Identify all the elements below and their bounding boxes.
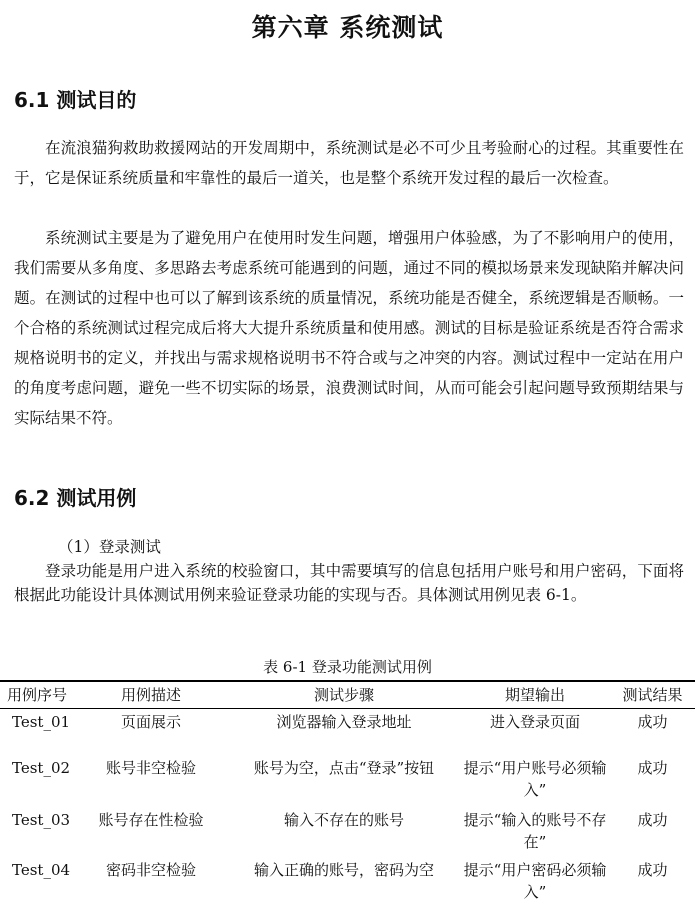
table-row bbox=[0, 709, 695, 756]
cell-test-result: 成功 bbox=[637, 713, 668, 731]
table-caption: 表 6-1 登录功能测试用例 bbox=[263, 658, 432, 676]
cell-case-id: Test_01 bbox=[12, 713, 71, 731]
section-heading-6-2: 6.2 测试用例 bbox=[14, 486, 137, 510]
table-row bbox=[0, 755, 695, 807]
cell-test-result: 成功 bbox=[637, 861, 668, 879]
login-test-case-table bbox=[0, 680, 695, 907]
header-test-result: 测试结果 bbox=[610, 681, 695, 709]
cell-case-description: 账号非空检验 bbox=[105, 759, 196, 777]
cell-test-steps: 账号为空，点击“登录”按钮 bbox=[253, 759, 435, 777]
cell-test-steps: 输入正确的账号，密码为空 bbox=[253, 861, 434, 879]
cell-test-result: 成功 bbox=[637, 759, 668, 777]
cell-expected-output: 提示“用户账号必须输入” bbox=[463, 759, 607, 799]
header-case-id: 用例序号 bbox=[0, 681, 74, 709]
header-case-description: 用例描述 bbox=[74, 681, 228, 709]
header-expected-output: 期望输出 bbox=[460, 681, 610, 709]
table-row bbox=[0, 807, 695, 857]
cell-case-description: 账号存在性检验 bbox=[98, 811, 204, 829]
cell-case-id: Test_04 bbox=[12, 861, 71, 879]
cell-test-steps: 输入不存在的账号 bbox=[283, 811, 404, 829]
cell-expected-output: 提示“用户密码必须输入” bbox=[463, 861, 607, 901]
paragraph-login-intro: 登录功能是用户进入系统的校验窗口，其中需要填写的信息包括用户账号和用户密码，下面将根据此功能设计具体测试用例来验证登录功能的实现与否。具体测试用例见表 6-1。 bbox=[14, 562, 684, 604]
table-header-row bbox=[0, 681, 695, 709]
paragraph-purpose-1: 在流浪猫狗救助救援网站的开发周期中，系统测试是必不可少且考验耐心的过程。其重要性在于，它是保证系统质量和牢靠性的最后一道关，也是整个系统开发过程的最后一次检查。 bbox=[14, 139, 684, 187]
cell-expected-output: 进入登录页面 bbox=[489, 713, 580, 731]
paragraph-purpose-2: 系统测试主要是为了避免用户在使用时发生问题，增强用户体验感，为了不影响用户的使用，我们需要从多角度、多思路去考虑系统可能遇到的问题，通过不同的模拟场景来发现缺陷并解决问题。在测试的过程中也可以了解到该系统的质量情况，系统功能是否健全，系统逻辑是否顺畅。一个合格的系统测试过程完成后将大大提升系统质量和使用感。测试的目标是验证系统是否符合需求规格说明书的定义，并找出与需求规格说明书不符合或与之冲突的内容。测试过程中一定站在用户的角度考虑问题，避免一些不切实际的场景，浪费测试时间，从而可能会引起问题导致预期结果与实际结果不符。 bbox=[14, 229, 684, 427]
cell-case-description: 密码非空检验 bbox=[105, 861, 196, 879]
cell-test-steps: 浏览器输入登录地址 bbox=[276, 713, 412, 731]
chapter-title: 第六章 系统测试 bbox=[251, 13, 444, 42]
cell-case-id: Test_02 bbox=[12, 759, 71, 777]
cell-expected-output: 提示“输入的账号不存在” bbox=[463, 811, 607, 851]
header-test-steps: 测试步骤 bbox=[228, 681, 460, 709]
cell-case-id: Test_03 bbox=[12, 811, 71, 829]
section-heading-6-1: 6.1 测试目的 bbox=[14, 88, 137, 112]
cell-case-description: 页面展示 bbox=[120, 713, 181, 731]
table-row bbox=[0, 857, 695, 907]
subheading-login-test: （1）登录测试 bbox=[58, 538, 161, 556]
cell-test-result: 成功 bbox=[637, 811, 668, 829]
